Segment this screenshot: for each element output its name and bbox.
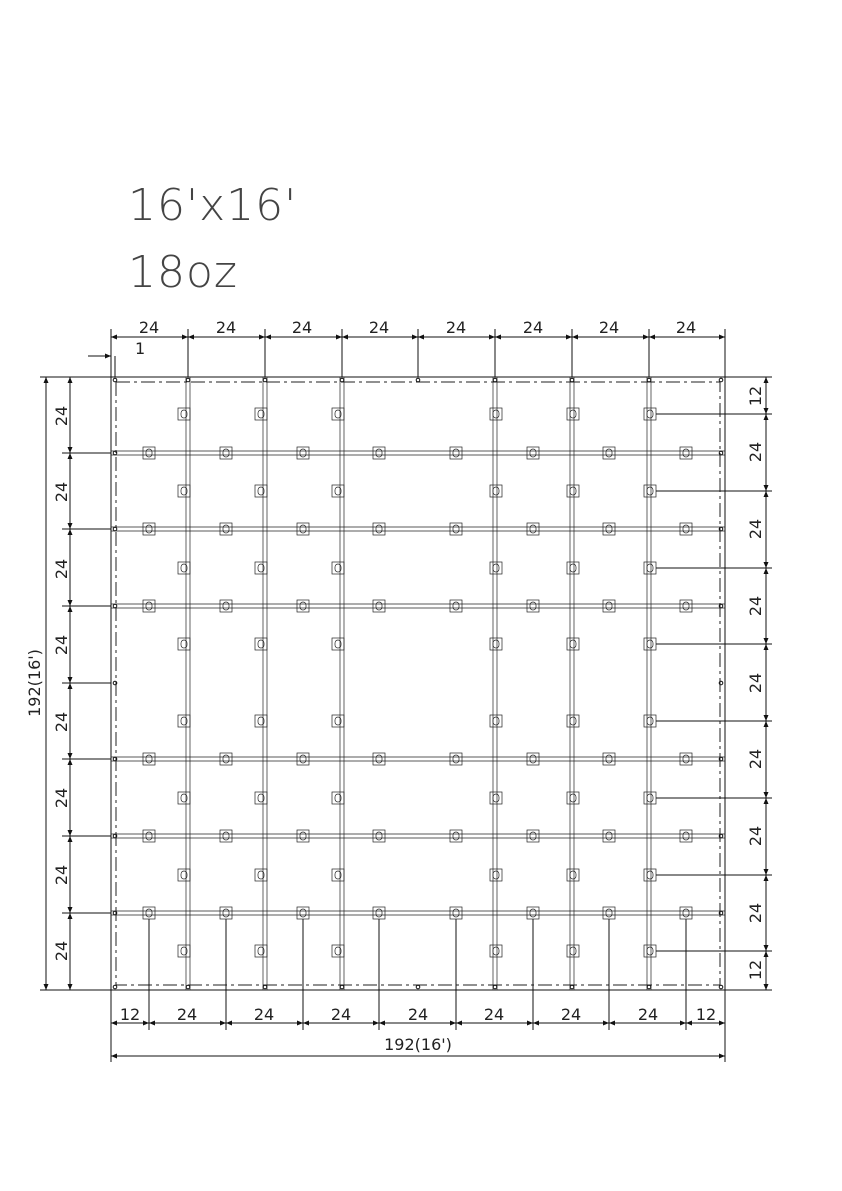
right-dim-label-5: 24 — [746, 672, 765, 694]
frame-grid — [111, 377, 725, 990]
bracket-slot — [453, 602, 459, 610]
bracket-slot — [223, 832, 229, 840]
dimension-arrow — [764, 408, 769, 414]
dimension-arrow — [609, 1021, 615, 1026]
dimension-arrow — [143, 1021, 149, 1026]
frame-node — [263, 985, 267, 989]
dimension-arrow — [764, 798, 769, 804]
size-title: 16'x16' — [128, 180, 298, 231]
dimension-arrow — [450, 1021, 456, 1026]
bracket-layer — [143, 408, 692, 957]
dimension-arrow — [764, 644, 769, 650]
dimension-arrow — [566, 335, 572, 340]
bracket-slot — [146, 755, 152, 763]
bracket-slot — [493, 871, 499, 879]
bracket-slot — [647, 487, 653, 495]
bracket-slot — [223, 525, 229, 533]
dimension-arrow — [68, 984, 73, 990]
frame-node — [719, 985, 723, 989]
dimension-arrow — [188, 335, 194, 340]
left-dim-label-7: 24 — [52, 864, 71, 886]
plan-outline — [111, 377, 725, 990]
bracket-slot — [570, 564, 576, 572]
dimension-arrow — [533, 1021, 539, 1026]
bracket-slot — [530, 909, 536, 917]
bracket-slot — [606, 755, 612, 763]
frame-node — [113, 604, 117, 608]
dimension-arrow — [149, 1021, 155, 1026]
top-dim-label-6: 24 — [522, 318, 544, 337]
dimension-arrow — [68, 753, 73, 759]
bracket-slot — [493, 717, 499, 725]
bracket-slot — [530, 832, 536, 840]
bracket-slot — [300, 909, 306, 917]
dimension-arrow — [68, 913, 73, 919]
dimension-arrow — [336, 335, 342, 340]
dimension-arrow — [297, 1021, 303, 1026]
bracket-slot — [493, 640, 499, 648]
frame-node — [113, 985, 117, 989]
dimension-arrow — [603, 1021, 609, 1026]
dimension-arrow — [68, 830, 73, 836]
bottom-dim-label-2: 24 — [176, 1005, 198, 1024]
dimension-arrow — [764, 984, 769, 990]
right-dim-label-9: 12 — [746, 959, 765, 981]
bracket-slot — [570, 717, 576, 725]
frame-node — [570, 378, 574, 382]
bracket-slot — [683, 525, 689, 533]
dimension-arrow — [342, 335, 348, 340]
dimension-arrow — [105, 354, 111, 359]
bracket-slot — [376, 449, 382, 457]
top-dim-label-2: 24 — [215, 318, 237, 337]
dimension-arrow — [764, 491, 769, 497]
bracket-slot — [530, 449, 536, 457]
bottom-dim-label-3: 24 — [253, 1005, 275, 1024]
frame-node — [263, 378, 267, 382]
dimension-arrow — [456, 1021, 462, 1026]
dimension-arrow — [111, 1054, 117, 1059]
bracket-slot — [453, 755, 459, 763]
bracket-slot — [453, 525, 459, 533]
bracket-slot — [683, 449, 689, 457]
right-dim-label-8: 24 — [746, 902, 765, 924]
top-dim-label-8: 24 — [675, 318, 697, 337]
dimension-arrow — [379, 1021, 385, 1026]
bracket-slot — [146, 449, 152, 457]
frame-node — [647, 985, 651, 989]
dimension-arrow — [68, 600, 73, 606]
overall-height-label: 192(16') — [25, 649, 44, 717]
bracket-slot — [146, 525, 152, 533]
left-dim-label-2: 24 — [52, 481, 71, 503]
top-dim-label-7: 24 — [598, 318, 620, 337]
dimension-arrow — [182, 335, 188, 340]
bottom-dim-label-7: 24 — [560, 1005, 582, 1024]
bracket-slot — [376, 755, 382, 763]
dimension-arrow — [68, 677, 73, 683]
bracket-slot — [647, 717, 653, 725]
frame-node — [186, 378, 190, 382]
bottom-dim-label-6: 24 — [483, 1005, 505, 1024]
bracket-slot — [493, 794, 499, 802]
bottom-dim-label-5: 24 — [407, 1005, 429, 1024]
bracket-slot — [683, 832, 689, 840]
bracket-slot — [453, 832, 459, 840]
dimension-arrow — [764, 485, 769, 491]
dimension-arrow — [68, 907, 73, 913]
bracket-slot — [606, 449, 612, 457]
bottom-dim-label-9: 12 — [695, 1005, 717, 1024]
bracket-slot — [146, 909, 152, 917]
right-dim-label-3: 24 — [746, 518, 765, 540]
dimension-arrow — [68, 836, 73, 842]
dimension-arrow — [764, 875, 769, 881]
dimension-arrow — [265, 335, 271, 340]
bracket-slot — [647, 794, 653, 802]
dimension-arrow — [68, 606, 73, 612]
bracket-slot — [300, 525, 306, 533]
bracket-slot — [570, 640, 576, 648]
right-dim-label-1: 12 — [746, 385, 765, 407]
center-node — [416, 985, 420, 989]
dimension-arrow — [764, 638, 769, 644]
bracket-slot — [223, 909, 229, 917]
dimension-arrow — [719, 1054, 725, 1059]
bracket-slot — [530, 602, 536, 610]
plan-inner-outline — [116, 382, 720, 985]
dimension-arrow — [764, 414, 769, 420]
bottom-dim-label-8: 24 — [637, 1005, 659, 1024]
right-dim-label-7: 24 — [746, 825, 765, 847]
frame-node — [186, 985, 190, 989]
dimension-arrow — [259, 335, 265, 340]
dimension-arrow — [643, 335, 649, 340]
right-dim-label-2: 24 — [746, 441, 765, 463]
bracket-slot — [530, 525, 536, 533]
dimension-arrow — [764, 869, 769, 875]
dimension-arrow — [764, 562, 769, 568]
right-dim-label-4: 24 — [746, 595, 765, 617]
dimension-arrow — [764, 945, 769, 951]
dimension-arrow — [68, 377, 73, 383]
bracket-slot — [146, 832, 152, 840]
bracket-slot — [606, 909, 612, 917]
dimension-arrow — [68, 453, 73, 459]
dimension-arrow — [226, 1021, 232, 1026]
bracket-slot — [223, 602, 229, 610]
dimension-arrow — [719, 335, 725, 340]
bracket-slot — [493, 564, 499, 572]
offset-dim-label: 1 — [135, 339, 146, 358]
bracket-slot — [683, 755, 689, 763]
dimension-arrow — [527, 1021, 533, 1026]
bracket-slot — [647, 871, 653, 879]
bracket-slot — [606, 602, 612, 610]
dimension-arrow — [764, 792, 769, 798]
dimension-arrow — [303, 1021, 309, 1026]
frame-node — [113, 527, 117, 531]
dimension-arrow — [373, 1021, 379, 1026]
frame-node — [570, 985, 574, 989]
bottom-dim-label-4: 24 — [330, 1005, 352, 1024]
dimension-arrow — [44, 984, 49, 990]
dimension-arrow — [412, 335, 418, 340]
bracket-slot — [300, 832, 306, 840]
left-dim-label-6: 24 — [52, 787, 71, 809]
bottom-dim-label-1: 12 — [119, 1005, 141, 1024]
bracket-slot — [570, 794, 576, 802]
bracket-slot — [683, 602, 689, 610]
dimension-arrow — [686, 1021, 692, 1026]
dimension-arrow — [764, 951, 769, 957]
left-dim-label-3: 24 — [52, 558, 71, 580]
dimension-arrow — [44, 377, 49, 383]
dimension-arrow — [764, 377, 769, 383]
frame-node — [719, 378, 723, 382]
bracket-slot — [453, 909, 459, 917]
dimension-arrow — [68, 447, 73, 453]
dimension-arrow — [764, 721, 769, 727]
weight-title: 18oz — [128, 247, 239, 298]
dimension-arrow — [111, 335, 117, 340]
frame-node — [493, 378, 497, 382]
frame-node — [493, 985, 497, 989]
top-dim-label-5: 24 — [445, 318, 467, 337]
dimension-arrow — [489, 335, 495, 340]
left-dim-label-5: 24 — [52, 711, 71, 733]
dimension-arrow — [68, 759, 73, 765]
bracket-slot — [300, 449, 306, 457]
dimension-arrow — [719, 1021, 725, 1026]
dimension-layer — [40, 329, 772, 1062]
bracket-slot — [493, 487, 499, 495]
bracket-slot — [606, 832, 612, 840]
bracket-slot — [647, 640, 653, 648]
dimension-arrow — [68, 523, 73, 529]
bracket-slot — [493, 410, 499, 418]
overall-width-label: 192(16') — [384, 1035, 452, 1054]
bracket-slot — [223, 755, 229, 763]
frame-node — [340, 985, 344, 989]
bracket-slot — [606, 525, 612, 533]
bracket-slot — [453, 449, 459, 457]
dimension-arrow — [111, 1021, 117, 1026]
top-dim-label-1: 24 — [138, 318, 160, 337]
dimension-arrow — [68, 683, 73, 689]
left-dim-label-8: 24 — [52, 940, 71, 962]
top-dim-label-3: 24 — [291, 318, 313, 337]
center-node — [416, 378, 420, 382]
bracket-slot — [570, 871, 576, 879]
dimension-arrow — [418, 335, 424, 340]
dimension-arrow — [220, 1021, 226, 1026]
bracket-slot — [647, 410, 653, 418]
bracket-slot — [376, 525, 382, 533]
bracket-slot — [647, 947, 653, 955]
left-dim-label-4: 24 — [52, 634, 71, 656]
bracket-slot — [376, 909, 382, 917]
bracket-slot — [530, 755, 536, 763]
right-dim-label-6: 24 — [746, 748, 765, 770]
dimension-arrow — [764, 568, 769, 574]
dimension-arrow — [649, 335, 655, 340]
bracket-slot — [570, 947, 576, 955]
left-dim-label-1: 24 — [52, 405, 71, 427]
bracket-slot — [300, 602, 306, 610]
top-dim-label-4: 24 — [368, 318, 390, 337]
dimension-arrow — [572, 335, 578, 340]
frame-node — [340, 378, 344, 382]
bracket-slot — [223, 449, 229, 457]
dimension-arrow — [764, 715, 769, 721]
frame-node — [113, 378, 117, 382]
frame-node — [647, 378, 651, 382]
bracket-slot — [570, 487, 576, 495]
bracket-slot — [146, 602, 152, 610]
bracket-slot — [376, 602, 382, 610]
bracket-slot — [376, 832, 382, 840]
bracket-slot — [570, 410, 576, 418]
dimension-arrow — [495, 335, 501, 340]
bracket-slot — [493, 947, 499, 955]
bracket-slot — [683, 909, 689, 917]
dimension-arrow — [68, 529, 73, 535]
dimension-arrow — [680, 1021, 686, 1026]
bracket-slot — [647, 564, 653, 572]
bracket-slot — [300, 755, 306, 763]
